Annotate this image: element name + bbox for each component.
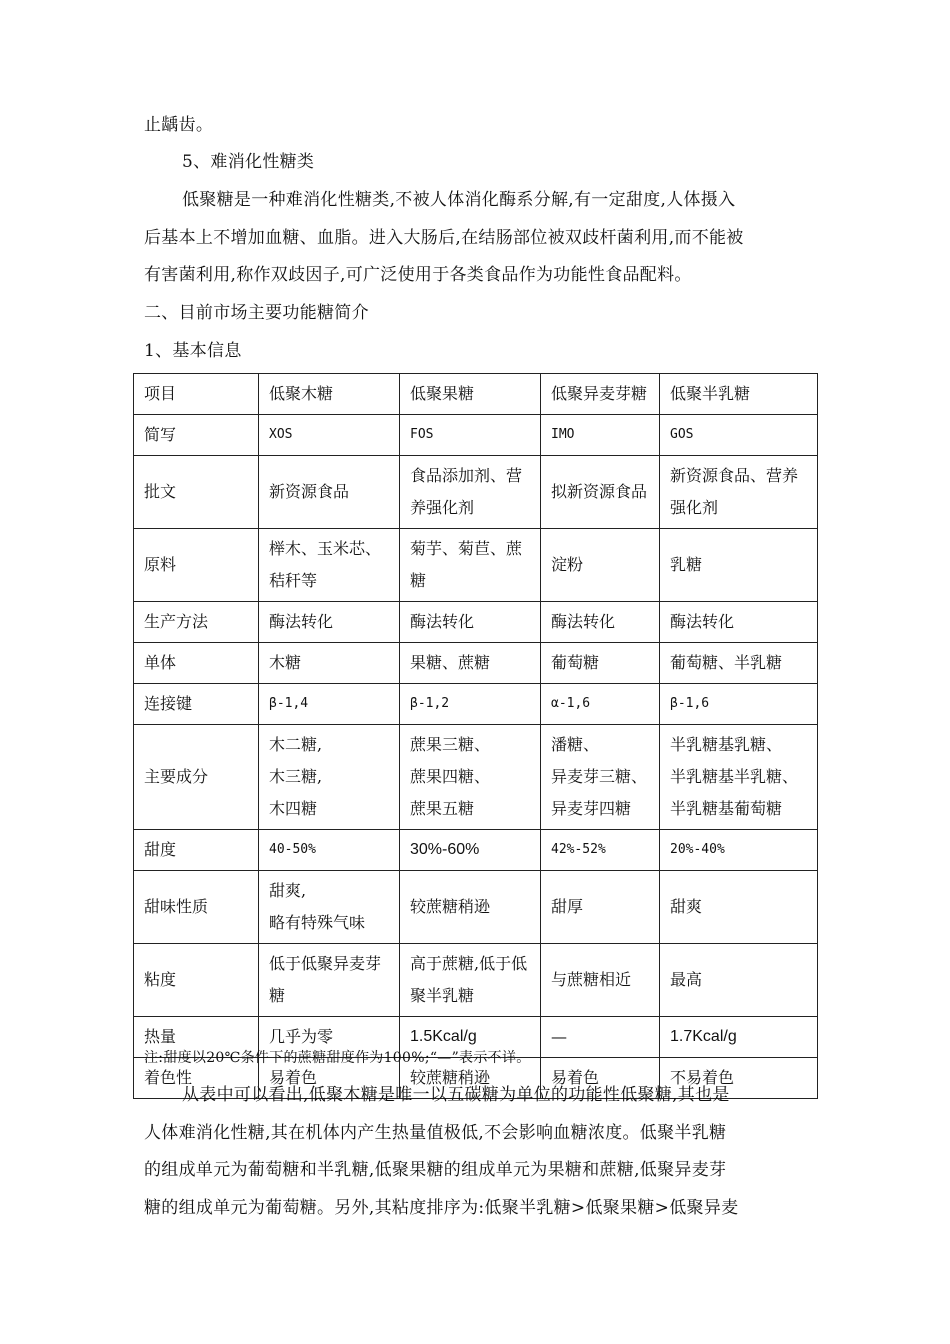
cell-text: 不易着色 [670,1068,735,1087]
paragraph-line: 有害菌利用,称作双歧因子,可广泛使用于各类食品作为功能性食品配料。 [144,265,692,285]
cell-text: 酶法转化 [410,612,475,631]
cell-text: 几乎为零 [269,1027,334,1046]
table-cell [541,684,660,725]
cell-text: 酶法转化 [670,612,735,631]
cell-text: 木三糖, [269,767,323,786]
paragraph-line: 后基本上不增加血糖、血脂。进入大肠后,在结肠部位被双歧杆菌利用,而不能被 [144,228,744,248]
table-row [134,643,818,684]
table-cell [259,871,400,944]
table-row [134,830,818,871]
cell-text: 30%-60% [410,841,480,858]
paragraph-line: 人体难消化性糖,其在机体内产生热量值极低,不会影响血糖浓度。低聚半乳糖 [144,1123,727,1143]
cell-text: 最高 [670,970,703,989]
cell-text: 葡萄糖、半乳糖 [670,653,783,672]
cell-text: 与蔗糖相近 [551,970,632,989]
cell-text: 半乳糖基葡萄糖 [670,799,783,818]
table-cell [400,684,541,725]
cell-text: 新资源食品 [269,482,350,501]
table-cell [400,415,541,456]
table-cell [541,871,660,944]
table-cell [400,456,541,529]
table-cell [541,456,660,529]
table-cell [660,602,818,643]
table-row [134,944,818,1017]
table-cell [541,374,660,415]
cell-text: 高于蔗糖,低于低聚半乳糖 [410,954,528,1005]
cell-text: — [551,1027,567,1046]
table-cell [541,529,660,602]
cell-text: 较蔗糖稍逊 [410,1068,491,1087]
row-label: 粘度 [134,944,259,1017]
cell-text: 蔗果五糖 [410,799,475,818]
cell-text: 易着色 [269,1068,318,1087]
cell-text: 半乳糖基半乳糖、 [670,767,799,786]
cell-text: 果糖、蔗糖 [410,653,491,672]
cell-text: α-1,6 [551,696,591,711]
text-line: 止龋齿。 [144,115,214,135]
table-row [134,456,818,529]
cell-text: β-1,4 [269,696,309,711]
cell-text: 40-50% [269,842,316,857]
table-cell [660,415,818,456]
section-heading: 二、目前市场主要功能糖简介 [144,303,369,323]
table-row [134,529,818,602]
cell-text: 葡萄糖 [551,653,600,672]
cell-text: 榉木、玉米芯、秸秆等 [269,539,382,590]
table-cell [660,643,818,684]
table-cell [660,830,818,871]
paragraph-line: 低聚糖是一种难消化性糖类,不被人体消化酶系分解,有一定甜度,人体摄入 [182,190,736,210]
row-label: 热量 [134,1017,259,1058]
cell-text: 木二糖, [269,735,323,754]
table-cell [660,456,818,529]
table-row [134,725,818,830]
table-cell [660,529,818,602]
cell-text: 低聚木糖 [269,384,334,403]
row-label: 项目 [134,374,259,415]
row-label: 主要成分 [134,725,259,830]
paragraph-line: 从表中可以看出,低聚木糖是唯一以五碳糖为单位的功能性低聚糖,其也是 [182,1085,730,1105]
table-cell [259,374,400,415]
table-row [134,871,818,944]
cell-text: 酶法转化 [269,612,334,631]
table-cell [400,643,541,684]
table-cell [259,456,400,529]
cell-text: 1.7Kcal/g [670,1028,737,1045]
cell-text: GOS [670,427,694,442]
row-label: 甜度 [134,830,259,871]
row-label: 甜味性质 [134,871,259,944]
row-label: 单体 [134,643,259,684]
cell-text: β-1,2 [410,696,450,711]
table-cell [259,643,400,684]
cell-text: 潘糖、 [551,735,600,754]
table-row [134,602,818,643]
row-label: 原料 [134,529,259,602]
table-cell [660,374,818,415]
cell-text: 易着色 [551,1068,600,1087]
cell-text: 甜爽 [670,897,703,916]
cell-text: 新资源食品、营养强化剂 [670,466,799,517]
cell-text: 异麦芽三糖、 [551,767,648,786]
cell-text: 淀粉 [551,555,584,574]
table-cell [400,602,541,643]
table-cell [400,944,541,1017]
table-row [134,684,818,725]
cell-text: XOS [269,427,293,442]
cell-text: 蔗果三糖、 [410,735,491,754]
cell-text: β-1,6 [670,696,710,711]
row-label: 生产方法 [134,602,259,643]
cell-text: 甜爽, [269,881,307,900]
paragraph-line: 的组成单元为葡萄糖和半乳糖,低聚果糖的组成单元为果糖和蔗糖,低聚异麦芽 [144,1160,727,1180]
table-note: 注:甜度以20℃条件下的蔗糖甜度作为100%;“—”表示不详。 [144,1050,531,1066]
cell-text: 20%-40% [670,842,725,857]
cell-text: 异麦芽四糖 [551,799,632,818]
cell-text: 蔗果四糖、 [410,767,491,786]
table-row [134,374,818,415]
cell-text: 食品添加剂、营养强化剂 [410,466,523,517]
table-cell [541,830,660,871]
table-row [134,415,818,456]
row-label: 简写 [134,415,259,456]
cell-text: 略有特殊气味 [269,913,366,932]
cell-text: 较蔗糖稍逊 [410,897,491,916]
paragraph-line: 糖的组成单元为葡萄糖。另外,其粘度排序为:低聚半乳糖>低聚果糖>低聚异麦 [144,1198,739,1218]
cell-text: 拟新资源食品 [551,482,648,501]
table-cell [400,871,541,944]
table-cell [541,602,660,643]
table-cell [660,1017,818,1058]
table-cell [400,374,541,415]
cell-text: 半乳糖基乳糖、 [670,735,783,754]
info-table [133,373,818,1099]
table-cell [259,529,400,602]
table-cell [660,725,818,830]
cell-text: 1.5Kcal/g [410,1028,477,1045]
row-label: 着色性 [134,1058,259,1099]
table-cell [400,529,541,602]
row-label: 批文 [134,456,259,529]
cell-text: 酶法转化 [551,612,616,631]
cell-text: 木糖 [269,653,302,672]
row-label: 连接键 [134,684,259,725]
section-heading: 5、难消化性糖类 [182,152,315,172]
table-cell [259,684,400,725]
table-cell [541,1017,660,1058]
table-cell [259,830,400,871]
cell-text: 木四糖 [269,799,318,818]
table-cell [660,871,818,944]
cell-text: 低聚半乳糖 [670,384,751,403]
table-cell [541,415,660,456]
table-cell [541,725,660,830]
table-cell [660,944,818,1017]
table-cell [541,643,660,684]
cell-text: 菊芋、菊苣、蔗糖 [410,539,523,590]
cell-text: 42%-52% [551,842,606,857]
cell-text: 低于低聚异麦芽糖 [269,954,382,1005]
table-cell [259,725,400,830]
cell-text: IMO [551,427,575,442]
table-cell [660,684,818,725]
subsection-heading: 1、基本信息 [144,341,242,361]
cell-text: 低聚果糖 [410,384,475,403]
table-cell [259,602,400,643]
table-cell [400,725,541,830]
cell-text: 低聚异麦芽糖 [551,384,648,403]
table-cell [259,415,400,456]
cell-text: 甜厚 [551,897,584,916]
table-cell [541,944,660,1017]
table-cell [400,830,541,871]
cell-text: FOS [410,427,434,442]
table-cell [259,944,400,1017]
cell-text: 乳糖 [670,555,703,574]
